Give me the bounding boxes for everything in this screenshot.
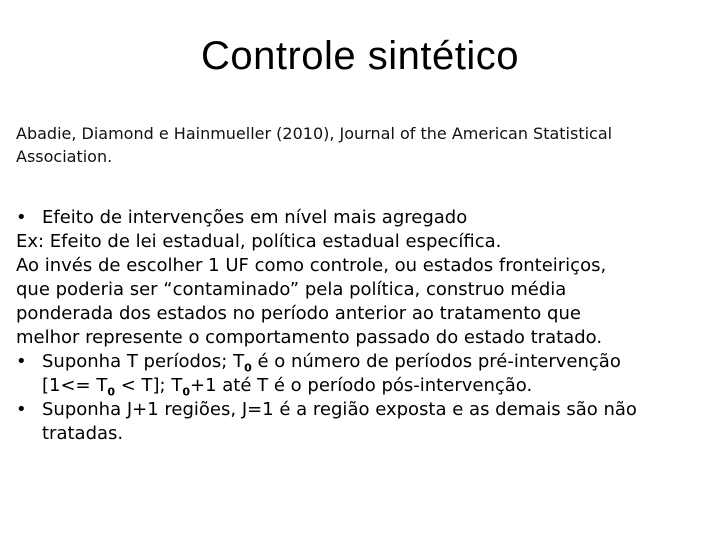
subscript-zero: 0 bbox=[182, 385, 190, 399]
bullet-3-text-line-1: Suponha J+1 regiões, J=1 é a região exposta e as demais são não bbox=[42, 399, 637, 420]
paragraph-line: melhor represente o comportamento passado do estado tratado. bbox=[16, 327, 603, 348]
paragraph-line: Ao invés de escolher 1 UF como controle, ou estados fronteiriços, bbox=[16, 255, 607, 276]
bullet-marker: • bbox=[16, 399, 27, 420]
bullet-2-text-c: [1<= T bbox=[42, 375, 108, 396]
citation-line-2: Association. bbox=[16, 147, 113, 166]
bullet-3-text-line-2: tratadas. bbox=[42, 423, 124, 444]
paragraph-line: que poderia ser “contaminado” pela política, construo média bbox=[16, 279, 567, 300]
bullet-text-1: Efeito de intervenções em nível mais agregado bbox=[42, 207, 468, 228]
slide-title: Controle sintético bbox=[200, 34, 520, 78]
bullet-item-3 bbox=[16, 398, 716, 422]
bullet-item-1 bbox=[16, 206, 716, 230]
bullet-marker: • bbox=[16, 351, 27, 372]
bullet-2-text-a: Suponha T períodos; T bbox=[42, 351, 245, 372]
bullet-item-2-continuation bbox=[16, 374, 716, 398]
paragraph-example: Ex: Efeito de lei estadual, política estadual específica. bbox=[16, 231, 502, 252]
bullet-2-text-e: +1 até T é o período pós-intervenção. bbox=[190, 375, 533, 396]
paragraph-line: ponderada dos estados no período anterior ao tratamento que bbox=[16, 303, 581, 324]
slide-body bbox=[16, 206, 716, 446]
bullet-2-text-d: < T]; T bbox=[115, 375, 183, 396]
subscript-zero: 0 bbox=[107, 385, 116, 399]
citation bbox=[16, 122, 716, 168]
citation-line-1: Abadie, Diamond e Hainmueller (2010), Journal of the American Statistical bbox=[16, 124, 613, 143]
bullet-2-text-b: é o número de períodos pré-intervenção bbox=[251, 351, 621, 372]
bullet-item-2 bbox=[16, 350, 716, 374]
subscript-zero: 0 bbox=[244, 361, 252, 375]
bullet-marker: • bbox=[16, 207, 27, 228]
